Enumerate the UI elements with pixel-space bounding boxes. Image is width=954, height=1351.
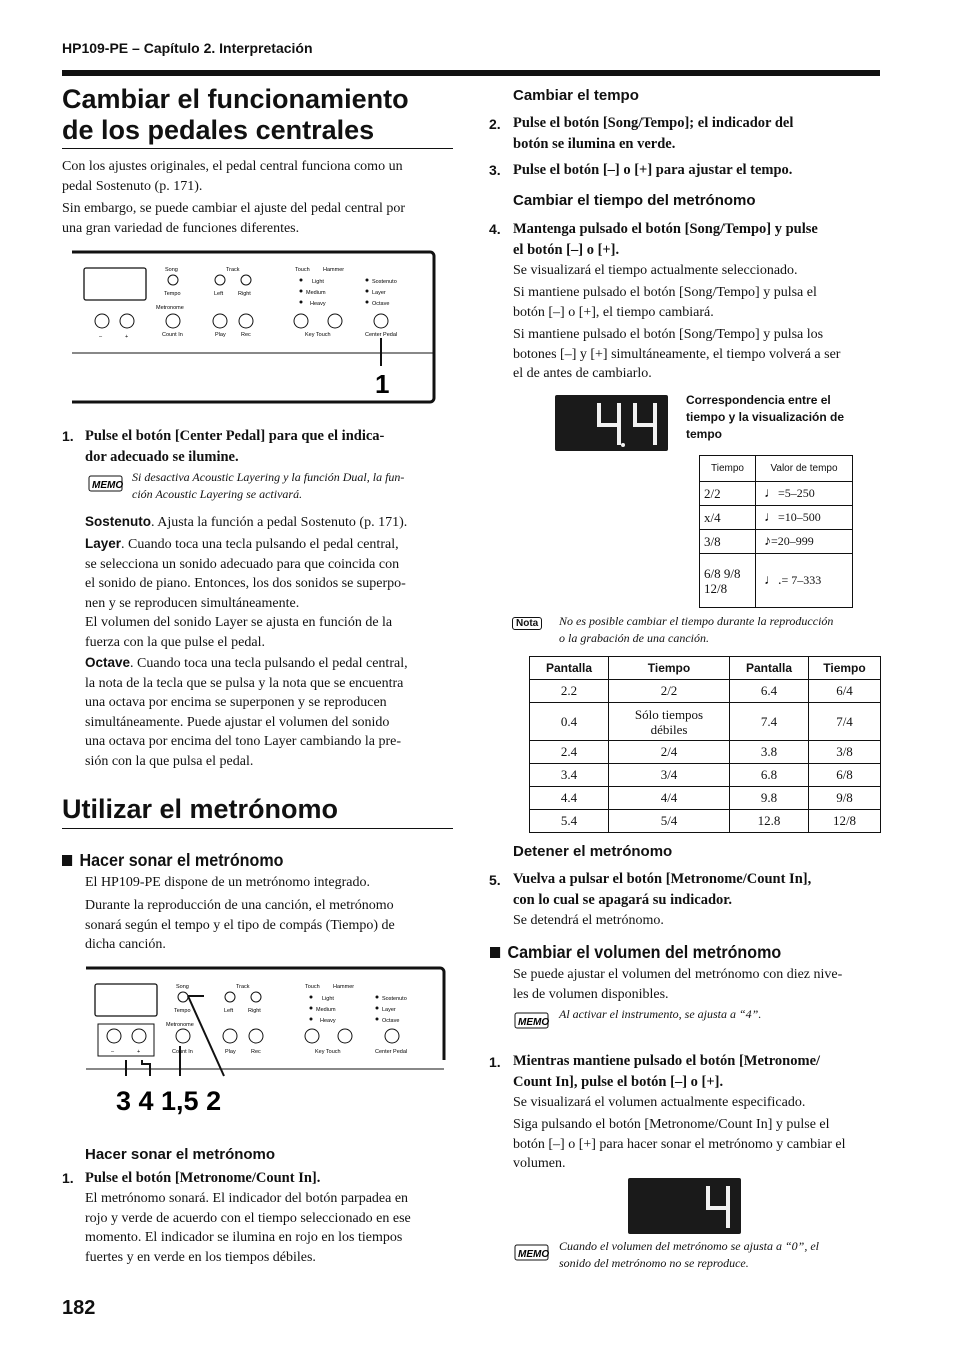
led-display-volume — [628, 1178, 741, 1234]
subheading-tempo: Cambiar el tempo — [513, 87, 639, 104]
svg-text:MEMO: MEMO — [92, 480, 124, 491]
step-number: 3. — [489, 162, 501, 178]
svg-text:Metronome: Metronome — [156, 305, 184, 311]
step-1-metronome: Pulse el botón [Metronome/Count In]. — [85, 1170, 321, 1186]
svg-text:Song: Song — [165, 267, 178, 273]
step-2: Pulse el botón [Song/Tempo]; el indicador del botón se ilumina en verde. — [513, 115, 794, 152]
svg-text:Count In: Count In — [162, 332, 183, 338]
callout-1: 1 — [375, 369, 390, 399]
svg-text:Track: Track — [226, 267, 240, 273]
dotted-quarter-note-icon: ♩. — [764, 572, 782, 588]
svg-text:Octave: Octave — [382, 1018, 400, 1024]
octave-paragraph: Octave. Cuando toca una tecla pulsando el pedal central, la nota de la tecla que se pulsa y la nota que se encuentra una octava por encima se superponen y se reproducen simultáneamente. Puede ajustar el volumen del sonido una octava por encima del tono Layer cambiando la pre- sión con la que pulsa el pedal. — [85, 655, 408, 769]
step-number: 2. — [489, 116, 501, 132]
intro-paragraph-1: Con los ajustes originales, el pedal central funciona como un pedal Sostenuto (p. 171). — [62, 159, 403, 194]
memo-text: Si desactiva Acoustic Layering y la función Dual, la fun- ción Acoustic Layering se activará. — [132, 470, 405, 501]
svg-text:MEMO: MEMO — [518, 1017, 550, 1028]
quarter-note-icon: ♩ — [764, 509, 778, 525]
svg-text:Touch: Touch — [305, 984, 320, 990]
header-rule — [62, 70, 880, 76]
volume-step-desc-1: Se visualizará el volumen actualmente especificado. — [513, 1095, 806, 1110]
svg-text:Right: Right — [238, 291, 251, 297]
step-5-desc: Se detendrá el metrónomo. — [513, 913, 664, 928]
section-title-metronome: Utilizar el metrónomo — [62, 794, 339, 824]
intro-paragraph-2: Sin embargo, se puede cambiar el ajuste del pedal central por una gran variedad de funciones diferentes. — [62, 201, 405, 236]
subheading-beat: Cambiar el tiempo del metrónomo — [513, 192, 756, 209]
svg-text:Heavy: Heavy — [320, 1018, 336, 1024]
svg-text:Count In: Count In — [172, 1049, 193, 1055]
step-number: 5. — [489, 872, 501, 888]
step-number: 4. — [489, 221, 501, 237]
svg-text:Tempo: Tempo — [174, 1008, 191, 1014]
step-4-desc-3: Si mantiene pulsado el botón [Song/Tempo] y pulsa los botones [–] y [+] simultáneamente, el tiempo volverá a ser el de antes de cambiarlo. — [513, 327, 841, 381]
subheading-stop: Detener el metrónomo — [513, 843, 673, 860]
subheading-hacer-sonar: Hacer sonar el metrónomo — [85, 1146, 276, 1163]
svg-text:Heavy: Heavy — [310, 301, 326, 307]
svg-text:Center Pedal: Center Pedal — [365, 332, 398, 338]
step-4-desc-2: Si mantiene pulsado el botón [Song/Tempo] y pulsa el botón [–] o [+], el tiempo cambiará. — [513, 285, 817, 320]
svg-text:Touch: Touch — [295, 267, 310, 273]
svg-text:Left: Left — [224, 1008, 234, 1014]
eighth-note-icon: ♪ — [764, 533, 771, 549]
svg-text:Key Touch: Key Touch — [305, 332, 331, 338]
step-1-instruction: Pulse el botón [Center Pedal] para que el indica- dor adecuado se ilumine. — [85, 428, 385, 465]
page-number: 182 — [62, 1297, 96, 1319]
step-5: Vuelva a pulsar el botón [Metronome/Count In], con lo cual se apagará su indicador. — [513, 871, 812, 908]
volume-step-1: Mientras mantiene pulsado el botón [Metronome/ Count In], pulse el botón [–] o [+]. — [513, 1053, 821, 1090]
section-rule — [62, 828, 453, 829]
display-beat-table: Pantalla Tiempo Pantalla Tiempo 2.2 2/2 6.4 6/4 0.4 Sólo tiempos débiles 7.4 7/4 2.4 2/4 3.8 3/8 3.4 3/4 6.8 6/8 4.4 4/4 9.8 9/8 5.4 5/4 12.8 12/8 — [529, 656, 881, 833]
memo-icon — [88, 474, 124, 499]
svg-text:Play: Play — [225, 1049, 236, 1055]
svg-text:–: – — [111, 1049, 115, 1055]
svg-text:Layer: Layer — [372, 290, 386, 296]
metronome-intro: El HP109-PE dispone de un metrónomo integrado. — [85, 875, 371, 890]
step-number: 1. — [489, 1054, 501, 1070]
svg-text:Left: Left — [214, 291, 224, 297]
section-title-pedals: Cambiar el funcionamiento de los pedales centrales — [62, 84, 409, 145]
svg-text:Tempo: Tempo — [164, 291, 181, 297]
half-note-icon: ♩ — [764, 485, 778, 501]
subsection-heading: Hacer sonar el metrónomo — [62, 850, 283, 871]
svg-text:Center Pedal: Center Pedal — [375, 1049, 408, 1055]
sostenuto-paragraph: Sostenuto. Ajusta la función a pedal Sostenuto (p. 171). — [85, 514, 408, 530]
metronome-paragraph: Durante la reproducción de una canción, el metrónomo sonará según el tempo y el tipo de compás (Tiempo) de dicha canción. — [85, 898, 395, 952]
svg-text:Light: Light — [312, 279, 324, 285]
svg-text:+: + — [125, 334, 129, 340]
svg-text:Layer: Layer — [382, 1007, 396, 1013]
memo-text: Al activar el instrumento, se ajusta a “4”. — [559, 1007, 762, 1021]
section-rule — [62, 148, 453, 149]
step-number: 1. — [62, 1170, 74, 1186]
svg-text:Rec: Rec — [251, 1049, 261, 1055]
correspondence-caption: Correspondencia entre el tiempo y la visualización de tempo — [686, 393, 845, 441]
memo-icon — [514, 1011, 550, 1036]
step-3: Pulse el botón [–] o [+] para ajustar el tempo. — [513, 162, 793, 178]
svg-text:Hammer: Hammer — [323, 267, 345, 273]
svg-text:Octave: Octave — [372, 301, 390, 307]
panel-illustration-1 — [68, 248, 438, 408]
tempo-value-table: Tiempo Valor de tempo 2/2 ♩=5–250 x/4 ♩=10–500 3/8 ♪=20–999 6/8 9/8 12/8 ♩.= 7–333 — [699, 455, 853, 608]
svg-text:Track: Track — [236, 984, 250, 990]
subsection-heading-volume: Cambiar el volumen del metrónomo — [490, 942, 781, 963]
step-4: Mantenga pulsado el botón [Song/Tempo] y pulse el botón [–] o [+]. — [513, 221, 818, 258]
svg-text:MEMO: MEMO — [518, 1249, 550, 1260]
volume-step-desc-2: Siga pulsando el botón [Metronome/Count In] y pulse el botón [–] o [+] para hacer sonar el metrónomo y cambiar el volumen. — [513, 1117, 846, 1171]
panel-illustration-2 — [82, 964, 450, 1124]
memo-icon — [514, 1243, 550, 1268]
svg-text:Sostenuto: Sostenuto — [382, 996, 407, 1002]
led-display-beat — [555, 395, 668, 451]
nota-badge: Nota — [512, 617, 542, 630]
callout-numbers: 3 4 1,5 2 — [116, 1086, 222, 1116]
memo-text: Cuando el volumen del metrónomo se ajusta a “0”, el sonido del metrónomo no se reproduce. — [559, 1239, 819, 1270]
svg-text:Hammer: Hammer — [333, 984, 355, 990]
svg-text:+: + — [137, 1049, 141, 1055]
svg-text:Right: Right — [248, 1008, 261, 1014]
layer-paragraph: Layer. Cuando toca una tecla pulsando el pedal central, se selecciona un sonido adecuado para que coincida con el sonido de piano. Entonces, los dos sonidos se superpo- nen y se reproducen simultáneamente. El volumen del sonido Layer se ajusta en función de la fuerza con la que pulse el pedal. — [85, 536, 406, 650]
svg-text:–: – — [99, 334, 103, 340]
svg-text:Rec: Rec — [241, 332, 251, 338]
svg-text:Key Touch: Key Touch — [315, 1049, 341, 1055]
step-4-desc-1: Se visualizará el tiempo actualmente seleccionado. — [513, 263, 798, 278]
svg-text:Song: Song — [176, 984, 189, 990]
running-header: HP109-PE – Capítulo 2. Interpretación — [62, 40, 313, 56]
svg-text:Light: Light — [322, 996, 334, 1002]
svg-text:Play: Play — [215, 332, 226, 338]
svg-text:Medium: Medium — [306, 290, 326, 296]
nota-text: No es posible cambiar el tiempo durante la reproducción o la grabación de una canción. — [559, 614, 834, 645]
svg-text:Metronome: Metronome — [166, 1022, 194, 1028]
volume-intro: Se puede ajustar el volumen del metrónomo con diez nive- les de volumen disponibles. — [513, 967, 843, 1002]
svg-text:Sostenuto: Sostenuto — [372, 279, 397, 285]
step-number: 1. — [62, 428, 74, 444]
step-1-description: El metrónomo sonará. El indicador del botón parpadea en rojo y verde de acuerdo con el tiempo seleccionado en ese momento. El indicador se ilumina en rojo en los tiempos fuertes y en verde en los tiempos débiles. — [85, 1191, 411, 1265]
svg-text:Medium: Medium — [316, 1007, 336, 1013]
